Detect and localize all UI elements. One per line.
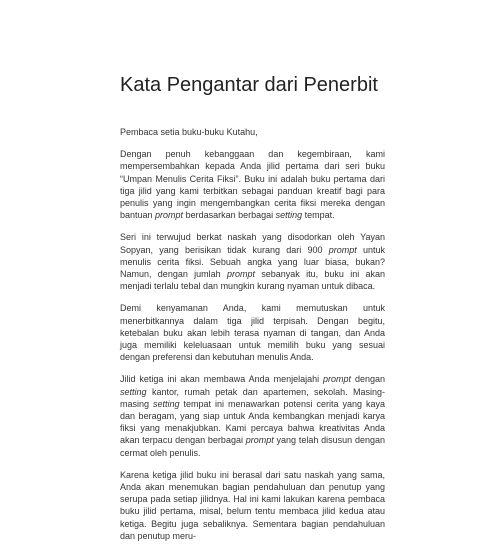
salutation: Pembaca setia buku-buku Kutahu,: [120, 127, 258, 137]
paragraph-4: [120, 373, 385, 458]
text-run: Dengan penuh kebanggaan dan kegembiraan, kami mempersembahkan kepada Anda jilid pertama dari seri buku “Umpan Menulis Cerita Fiksi”. Buku ini adalah buku pertama dari tiga jilid yang kami terbitkan sebagai panduan kreatif bagi para penulis yang ingin mengembangkan cerita fiksi mereka dengan bantuan: [120, 149, 385, 221]
italic-term: prompt: [226, 269, 255, 280]
text-run: sebanyak itu, buku ini akan menjadi terlalu tebal dan mungkin kurang nyaman untuk dibaca.: [120, 269, 386, 292]
text-run: dengan: [351, 374, 385, 385]
text-run: yang telah disusun dengan cermat oleh penulis.: [120, 435, 385, 458]
text-run: tempat ini menawarkan potensi cerita yang kaya dan beragam, yang siap untuk Anda kembangkan menjadi karya fiksi yang menakjubkan. Kami percaya bahwa kreativitas Anda akan terpacu dengan berbagai: [120, 398, 385, 446]
italic-term: prompt: [155, 210, 184, 221]
text-run: kantor, rumah petak dan apartemen, sekolah. Masing-masing: [120, 386, 385, 409]
paragraph-5: [120, 469, 385, 542]
text-run: Demi kenyamanan Anda, kami memutuskan untuk menerbitkannya dalam tiga jilid terpisah. Dengan begitu, ketebalan buku akan lebih terasa nyaman di tangan, dan Anda juga memiliki keleluasaan untuk memilih buku yang sesuai dengan preferensi dan kebutuhan menulis Anda.: [120, 303, 385, 363]
text-run: Seri ini terwujud berkat naskah yang disodorkan oleh Yayan Sopyan, yang berisikan tidak kurang dari 900: [120, 232, 385, 255]
text-run: Jilid ketiga ini akan membawa Anda menjelajahi: [120, 374, 324, 385]
italic-term: prompt: [245, 435, 274, 446]
text-run: untuk menulis cerita fiksi. Sebuah angka yang luar biasa, bukan? Namun, dengan jumlah: [120, 244, 385, 280]
paragraph-1: [120, 148, 385, 221]
body-text: [120, 126, 385, 552]
italic-term: setting: [153, 398, 180, 409]
italic-term: setting: [120, 386, 147, 397]
italic-term: setting: [275, 210, 303, 221]
italic-term: prompt: [328, 244, 357, 255]
italic-term: prompt: [323, 374, 352, 385]
text-run: Karena ketiga jilid buku ini berasal dari satu naskah yang sama, Anda akan menemukan bagian pendahuluan dan penutup yang serupa pada setiap jilidnya. Hal ini kami lakukan karena pembaca buku jilid pertama, misal, belum tentu membaca jilid kedua atau ketiga. Begitu juga sebaliknya. Sementara bagian pendahuluan dan penutup meru-: [120, 469, 385, 541]
paragraph-3: [120, 302, 385, 363]
text-run: tempat.: [302, 210, 335, 221]
text-run: berdasarkan berbagai: [183, 210, 276, 221]
paragraph-2: [120, 231, 385, 292]
page-title: Kata Pengantar dari Penerbit: [120, 74, 378, 96]
